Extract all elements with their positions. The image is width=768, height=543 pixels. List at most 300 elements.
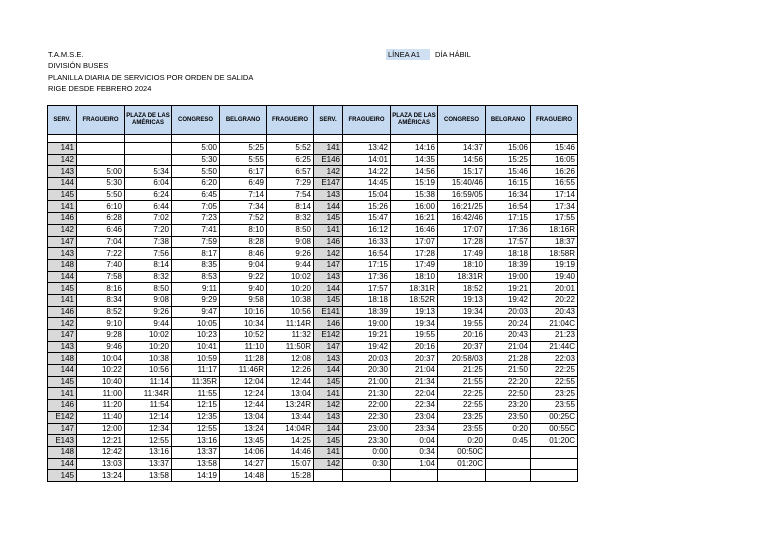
time-cell: 23:25 [531,388,578,400]
time-cell: 5:30 [172,154,220,166]
time-cell: 00:50C [438,446,486,458]
serv-cell: 141 [314,143,343,155]
serv-cell: 145 [48,283,77,295]
column-header: SERV. [48,106,77,135]
time-cell: 8:34 [77,294,125,306]
time-cell: 17:14 [531,189,578,201]
serv-cell: 144 [48,271,77,283]
time-cell [531,446,578,458]
table-row [48,143,578,155]
time-cell: 10:16 [220,306,267,318]
time-cell: 8:16 [77,283,125,295]
time-cell: 21:50 [486,365,531,377]
time-cell: 17:07 [438,224,486,236]
serv-cell: 148 [48,259,77,271]
time-cell: 9:26 [267,248,314,260]
time-cell: 21:23 [531,330,578,342]
time-cell: 12:08 [267,353,314,365]
serv-cell: 145 [314,213,343,225]
time-cell: 17:57 [343,283,391,295]
time-cell: 15:17 [438,166,486,178]
serv-cell: E141 [314,306,343,318]
time-cell: 8:35 [172,259,220,271]
serv-cell: 142 [48,318,77,330]
time-cell: 18:39 [343,306,391,318]
time-cell: 7:23 [172,213,220,225]
time-cell: 16:21/25 [438,201,486,213]
time-cell: 23:30 [343,435,391,447]
serv-cell: 144 [48,458,77,470]
serv-cell: 147 [48,236,77,248]
time-cell: 11:55 [172,388,220,400]
serv-cell: 143 [314,271,343,283]
time-cell: 18:18 [343,294,391,306]
time-cell: 8:46 [220,248,267,260]
time-cell: 21:04 [486,341,531,353]
table-row [48,259,578,271]
time-cell: 15:40/46 [438,178,486,190]
time-cell: 5:50 [172,166,220,178]
time-cell: 10:38 [267,294,314,306]
table-row [48,435,578,447]
time-cell: 13:03 [77,458,125,470]
table-row [48,236,578,248]
time-cell: 18:31R [391,283,438,295]
time-cell: 14:04R [267,423,314,435]
time-cell: 11:00 [77,388,125,400]
time-cell: 18:52 [438,283,486,295]
time-cell: 6:45 [172,189,220,201]
time-cell: 17:57 [486,236,531,248]
serv-cell: 145 [48,470,77,482]
blank-row [48,135,578,143]
time-cell: 5:52 [267,143,314,155]
time-cell: 16:59/05 [438,189,486,201]
time-cell: 20:24 [486,318,531,330]
time-cell [125,143,172,155]
serv-cell: 141 [48,388,77,400]
time-cell: 21:30 [343,388,391,400]
time-cell: 13:45 [220,435,267,447]
time-cell: 19:21 [343,330,391,342]
time-cell: 22:55 [438,400,486,412]
time-cell: 13:24 [77,470,125,482]
division-name: DIVISIÓN BUSES [48,61,109,70]
time-cell: 0:00 [343,446,391,458]
time-cell: 14:16 [391,143,438,155]
table-row [48,446,578,458]
time-cell: 9:04 [220,259,267,271]
time-cell: 0:20 [438,435,486,447]
time-cell: 15:06 [486,143,531,155]
time-cell: 10:40 [77,376,125,388]
time-cell: 12:14 [125,411,172,423]
time-cell: 19:00 [343,318,391,330]
time-cell: 15:47 [343,213,391,225]
time-cell [343,470,391,482]
table-row [48,470,578,482]
time-cell: 17:15 [486,213,531,225]
time-cell: 5:30 [77,178,125,190]
serv-cell: 141 [48,201,77,213]
time-cell: 10:56 [267,306,314,318]
column-header: CONGRESO [172,106,220,135]
time-cell: 9:28 [77,330,125,342]
time-cell: 13:58 [125,470,172,482]
time-cell: 9:46 [77,341,125,353]
time-cell: 11:35R [172,376,220,388]
time-cell [486,470,531,482]
time-cell: 15:46 [486,166,531,178]
time-cell: 6:17 [220,166,267,178]
time-cell: 6:44 [125,201,172,213]
table-row [48,213,578,225]
time-cell: 15:38 [391,189,438,201]
time-cell: 16:05 [531,154,578,166]
serv-cell: 146 [314,318,343,330]
serv-cell: 146 [48,306,77,318]
time-cell: 16:15 [486,178,531,190]
time-cell: 01:20C [531,435,578,447]
serv-cell: 143 [314,411,343,423]
serv-cell: 145 [48,376,77,388]
table-row [48,423,578,435]
column-header: PLAZA DE LAS AMÉRICAS [125,106,172,135]
table-row [48,283,578,295]
time-cell: 1:04 [391,458,438,470]
time-cell: 20:37 [391,353,438,365]
time-cell: 8:50 [267,224,314,236]
time-cell: 12:21 [77,435,125,447]
serv-cell: 141 [314,224,343,236]
table-row [48,400,578,412]
time-cell [77,143,125,155]
serv-cell: 146 [314,236,343,248]
time-cell: 9:47 [172,306,220,318]
serv-cell: 145 [314,294,343,306]
time-cell: 13:58 [172,458,220,470]
serv-cell: 145 [48,189,77,201]
table-body [48,135,578,482]
time-cell: 7:59 [172,236,220,248]
time-cell [486,458,531,470]
table-row [48,330,578,342]
time-cell: 15:26 [343,201,391,213]
time-cell: 21:04C [531,318,578,330]
time-cell: 6:24 [125,189,172,201]
table-row [48,154,578,166]
table-row [48,248,578,260]
serv-cell: 145 [314,376,343,388]
time-cell: 19:34 [438,306,486,318]
time-cell: 13:37 [125,458,172,470]
time-cell: 9:08 [267,236,314,248]
time-cell: 19:13 [391,306,438,318]
time-cell [125,154,172,166]
time-cell: 14:25 [267,435,314,447]
serv-cell: 145 [314,435,343,447]
time-cell: 18:37 [531,236,578,248]
time-cell: 7:38 [125,236,172,248]
time-cell: 20:16 [438,330,486,342]
time-cell: 9:40 [220,283,267,295]
table-row [48,365,578,377]
time-cell: 13:04 [267,388,314,400]
time-cell: 18:52R [391,294,438,306]
table-row [48,376,578,388]
time-cell: 5:55 [220,154,267,166]
time-cell: 9:10 [77,318,125,330]
time-cell: 6:20 [172,178,220,190]
time-cell: 16:42/46 [438,213,486,225]
time-cell: 19:55 [391,330,438,342]
time-cell: 10:05 [172,318,220,330]
time-cell [438,470,486,482]
serv-cell: 147 [314,259,343,271]
serv-cell: 144 [314,283,343,295]
time-cell: 22:50 [486,388,531,400]
time-cell: 00:55C [531,423,578,435]
time-cell: 12:42 [77,446,125,458]
table-row [48,353,578,365]
time-cell: 9:26 [125,306,172,318]
time-cell: 8:14 [267,201,314,213]
time-cell: 22:03 [531,353,578,365]
column-header: PLAZA DE LAS AMÉRICAS [391,106,438,135]
time-cell: 14:06 [220,446,267,458]
time-cell: 13:16 [172,435,220,447]
serv-cell: 144 [48,365,77,377]
table-row [48,201,578,213]
time-cell: 18:16R [531,224,578,236]
table-row [48,458,578,470]
time-cell: 9:58 [220,294,267,306]
time-cell: 16:26 [531,166,578,178]
serv-cell: 147 [314,341,343,353]
time-cell: 7:02 [125,213,172,225]
time-cell: 23:50 [486,411,531,423]
time-cell: 12:44 [267,376,314,388]
serv-cell: 147 [48,330,77,342]
time-cell: 21:44C [531,341,578,353]
time-cell: 23:00 [343,423,391,435]
serv-cell: 143 [48,166,77,178]
time-cell: 9:44 [267,259,314,271]
time-cell: 5:00 [77,166,125,178]
time-cell: 18:58R [531,248,578,260]
serv-cell: 144 [48,178,77,190]
time-cell: 19:19 [531,259,578,271]
time-cell: 13:37 [172,446,220,458]
time-cell: 22:04 [391,388,438,400]
serv-cell: 143 [314,189,343,201]
table-row [48,189,578,201]
column-header: SERV. [314,106,343,135]
time-cell [486,446,531,458]
serv-cell: 141 [48,294,77,306]
time-cell: 12:00 [77,423,125,435]
time-cell: 0:34 [391,446,438,458]
column-header: FRAGUEIRO [531,106,578,135]
time-cell: 14:37 [438,143,486,155]
serv-cell: 141 [314,388,343,400]
time-cell: 12:35 [172,411,220,423]
serv-cell: E147 [314,178,343,190]
time-cell: 8:28 [220,236,267,248]
time-cell [531,470,578,482]
time-cell: 6:46 [77,224,125,236]
time-cell: 22:25 [531,365,578,377]
time-cell: 14:27 [220,458,267,470]
time-cell: 16:21 [391,213,438,225]
serv-cell: 141 [314,446,343,458]
time-cell: 6:04 [125,178,172,190]
time-cell: 21:28 [486,353,531,365]
time-cell: 10:59 [172,353,220,365]
time-cell: 9:22 [220,271,267,283]
time-cell: 12:34 [125,423,172,435]
time-cell: 17:28 [438,236,486,248]
time-cell: 0:45 [486,435,531,447]
column-header: CONGRESO [438,106,486,135]
time-cell: 15:04 [343,189,391,201]
time-cell: 15:19 [391,178,438,190]
time-cell: 23:55 [531,400,578,412]
time-cell: 16:55 [531,178,578,190]
time-cell: 22:00 [343,400,391,412]
time-cell: 0:20 [486,423,531,435]
time-cell: 10:56 [125,365,172,377]
time-cell: 17:49 [391,259,438,271]
time-cell [77,154,125,166]
column-header: FRAGUEIRO [267,106,314,135]
time-cell: 14:56 [438,154,486,166]
serv-cell: 143 [314,353,343,365]
linea-label: LÍNEA A1 [386,49,430,60]
serv-cell: 143 [48,341,77,353]
table-row [48,341,578,353]
time-cell: 16:54 [486,201,531,213]
time-cell: 6:25 [267,154,314,166]
time-cell: 8:53 [172,271,220,283]
time-cell: 11:14 [125,376,172,388]
planilla-title: PLANILLA DIARIA DE SERVICIOS POR ORDEN DE SALIDA [48,73,254,82]
time-cell: 17:15 [343,259,391,271]
time-cell: 8:32 [125,271,172,283]
time-cell: 21:25 [438,365,486,377]
time-cell: 10:04 [77,353,125,365]
time-cell: 18:10 [391,271,438,283]
time-cell: 7:22 [77,248,125,260]
time-cell: 17:49 [438,248,486,260]
time-cell: 23:25 [438,411,486,423]
time-cell: 14:01 [343,154,391,166]
serv-cell: 148 [48,446,77,458]
time-cell: 11:28 [220,353,267,365]
time-cell: 14:56 [391,166,438,178]
table-row [48,388,578,400]
time-cell: 14:48 [220,470,267,482]
time-cell: 8:50 [125,283,172,295]
time-cell [531,458,578,470]
time-cell: 16:34 [486,189,531,201]
time-cell: 8:52 [77,306,125,318]
time-cell: 11:54 [125,400,172,412]
time-cell: 17:07 [391,236,438,248]
time-cell: 12:15 [172,400,220,412]
time-cell: 13:44 [267,411,314,423]
time-cell: 10:22 [77,365,125,377]
serv-cell: 148 [48,353,77,365]
time-cell: 17:28 [391,248,438,260]
time-cell: 11:46R [220,365,267,377]
time-cell: 15:07 [267,458,314,470]
serv-cell: 143 [48,248,77,260]
time-cell: 19:55 [438,318,486,330]
rige-date: RIGE DESDE FEBRERO 2024 [48,84,152,93]
time-cell: 18:31R [438,271,486,283]
time-cell: 16:00 [391,201,438,213]
time-cell: 7:14 [220,189,267,201]
time-cell: 13:04 [220,411,267,423]
time-cell: 10:20 [125,341,172,353]
time-cell: 19:42 [486,294,531,306]
time-cell: 17:55 [531,213,578,225]
time-cell: 20:37 [438,341,486,353]
time-cell: 19:34 [391,318,438,330]
time-cell: 7:40 [77,259,125,271]
time-cell: 9:29 [172,294,220,306]
time-cell: 6:57 [267,166,314,178]
serv-cell: E143 [48,435,77,447]
time-cell: 16:12 [343,224,391,236]
time-cell: 12:24 [220,388,267,400]
serv-cell: 147 [48,423,77,435]
time-cell: 7:56 [125,248,172,260]
time-cell: 11:14R [267,318,314,330]
time-cell: 15:46 [531,143,578,155]
time-cell: 01:20C [438,458,486,470]
serv-cell: E146 [314,154,343,166]
time-cell: 10:23 [172,330,220,342]
time-cell: 13:24 [220,423,267,435]
time-cell: 10:02 [267,271,314,283]
time-cell: 9:08 [125,294,172,306]
time-cell: 7:05 [172,201,220,213]
time-cell: 12:55 [125,435,172,447]
time-cell: 14:45 [343,178,391,190]
time-cell: 20:58/03 [438,353,486,365]
time-cell: 12:26 [267,365,314,377]
time-cell: 12:55 [172,423,220,435]
table-row [48,224,578,236]
time-cell: 7:52 [220,213,267,225]
time-cell: 0:04 [391,435,438,447]
time-cell: 13:16 [125,446,172,458]
serv-cell: 142 [48,224,77,236]
time-cell: 20:43 [486,330,531,342]
table-row [48,294,578,306]
time-cell: 20:03 [343,353,391,365]
schedule-table [47,105,578,482]
time-cell: 22:25 [438,388,486,400]
time-cell: 21:00 [343,376,391,388]
serv-cell: 146 [48,213,77,225]
time-cell: 10:38 [125,353,172,365]
serv-cell: 144 [314,365,343,377]
time-cell: 10:52 [220,330,267,342]
time-cell: 0:30 [343,458,391,470]
